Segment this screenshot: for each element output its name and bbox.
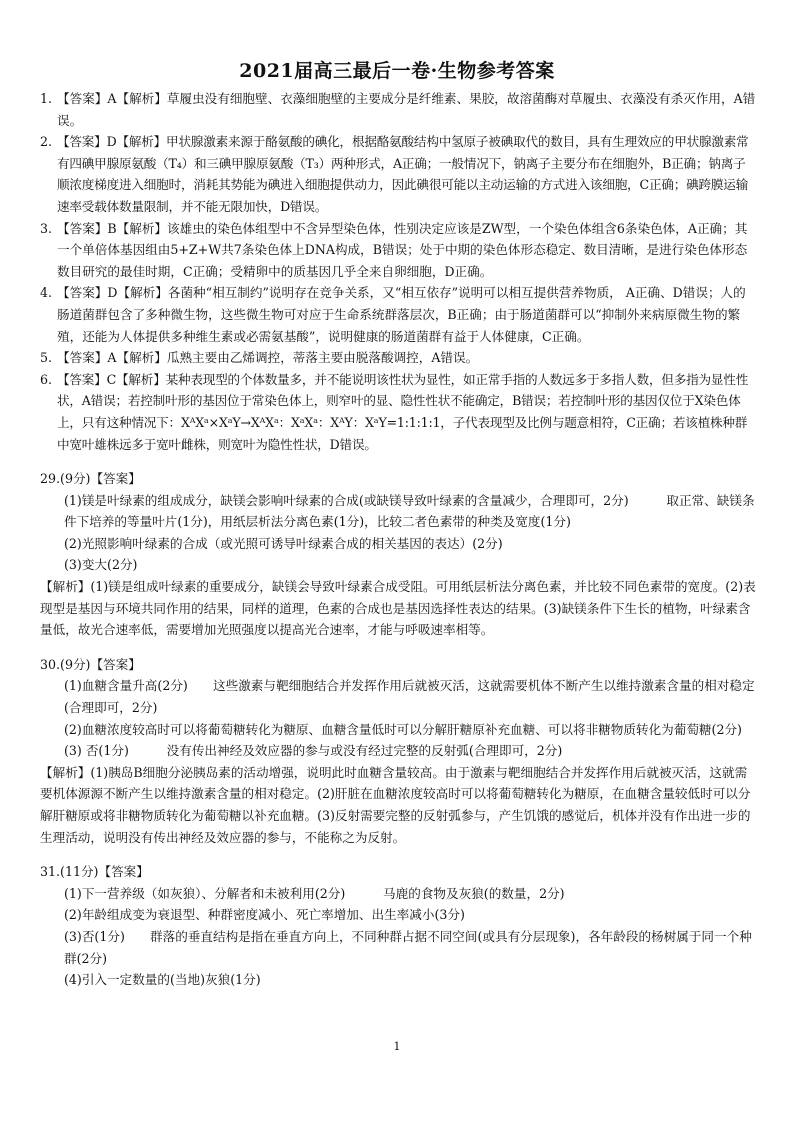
choice-answer-5 [40, 347, 756, 369]
choice-text: 【答案】B【解析】该雄虫的染色体组型中不含异型染色体，性别决定应该是ZW型，一个染色体组含6条染色体，A正确；其一个单倍体基因组由5+Z+W共7条染色体上DNA构成，B错误；处于中期的染色体形态稳定、数目清晰，是进行染色体形态数目研究的最佳时期，C正确；受精卵中的质基因几乎全来自卵细胞，D正确。 [57, 220, 748, 279]
question-29 [40, 468, 756, 641]
choice-number: 6. [40, 371, 53, 387]
question-30 [40, 654, 756, 848]
answer-line: (1)下一营养级（如灰狼）、分解者和未被利用(2分) 马鹿的食物及灰狼(的数量，2分) [64, 885, 565, 901]
answer-line: (3)否(1分) 群落的垂直结构是指在垂直方向上，不同种群占据不同空间(或具有分层现象)，各年龄段的杨树属于同一个种群(2分) [64, 928, 752, 966]
choice-number: 2. [40, 134, 53, 150]
choice-answer-4 [40, 282, 756, 347]
spacer [40, 848, 756, 861]
choice-number: 4. [40, 285, 53, 301]
question-heading: 29.(9分)【答案】 [40, 471, 141, 487]
answer-line: (2)年龄组成变为衰退型、种群密度减小、死亡率增加、出生率减小(3分) [64, 907, 465, 923]
answer-content [40, 88, 756, 991]
analysis-text: 【解析】(1)镁是组成叶绿素的重要成分，缺镁会导致叶绿素合成受阻。可用纸层析法分离色素，并比较不同色素带的宽度。(2)表现型是基因与环境共同作用的结果，同样的道理，色素的合成也是基因选择性表达的结果。(3)缺镁条件下生长的植物，叶绿素含量低，故光合速率低，需要增加光照强度以提高光合速率，才能与呼吸速率相等。 [40, 579, 756, 638]
choice-text: 【答案】D【解析】各菌种“相互制约”说明存在竞争关系，又“相互依存”说明可以相互提供营养物质， A正确、D错误；人的肠道菌群包含了多种微生物，这些微生物可对应于生命系统群落层次，B正确；由于肠道菌群可以“抑制外来病原微生物的繁殖，还能为人体提供多种维生素或必需氨基酸”，说明健康的肠道菌群有益于人体健康，C正确。 [57, 285, 746, 344]
choice-text: 【答案】A【解析】草履虫没有细胞壁、衣藻细胞壁的主要成分是纤维素、果胶，故溶菌酶对草履虫、衣藻没有杀灭作用，A错误。 [57, 91, 756, 128]
answer-line: (1)血糖含量升高(2分) 这些激素与靶细胞结合并发挥作用后就被灭活，这就需要机体不断产生以维持激素含量的相对稳定(合理即可，2分) [64, 678, 755, 716]
question-heading: 30.(9分)【答案】 [40, 656, 141, 672]
answer-line: (3) 否(1分) 没有传出神经及效应器的参与或没有经过完整的反射弧(合理即可，2分) [64, 743, 563, 759]
choice-text: 【答案】C【解析】某种表现型的个体数量多，并不能说明该性状为显性，如正常手指的人数远多于多指人数，但多指为显性性状，A错误；若控制叶形的基因位于常染色体上，则窄叶的显、隐性性状不能确定，B错误；若控制叶形的基因仅位于X染色体上，只有这种情况下：XᴬXᵃ×XᵃY→XᴬXᵃ：XᵃXᵃ：XᴬY：XᵃY=1:1:1:1，子代表现型及比例与题意相符，C正确；若该植株种群中宽叶雄株远多于宽叶雌株，则宽叶为隐性性状，D错误。 [57, 371, 749, 452]
answer-line: (2)光照影响叶绿素的合成（或光照可诱导叶绿素合成的相关基因的表达）(2分) [64, 535, 503, 551]
choice-text: 【答案】D【解析】甲状腺激素来源于酪氨酸的碘化，根据酪氨酸结构中氢原子被碘取代的数目，具有生理效应的甲状腺激素常有四碘甲腺原氨酸（T₄）和三碘甲腺原氨酸（T₃）两种形式，A正确；一般情况下，钠离子主要分布在细胞外，B正确；钠离子顺浓度梯度进入细胞时，消耗其势能为碘进入细胞提供动力，因此碘很可能以主动运输的方式进入该细胞，C正确；碘跨膜运输速率受载体数量限制，并不能无限加快，D错误。 [57, 134, 749, 214]
choice-answer-3 [40, 218, 756, 283]
spacer [40, 641, 756, 654]
choice-text: 【答案】A【解析】瓜熟主要由乙烯调控，蒂落主要由脱落酸调控，A错误。 [57, 350, 479, 366]
page-number: 1 [393, 1040, 401, 1053]
answer-line: (3)变大(2分) [64, 557, 138, 573]
spacer [40, 455, 756, 468]
choice-answer-6 [40, 369, 756, 455]
analysis-text: 【解析】(1)胰岛B细胞分泌胰岛素的活动增强，说明此时血糖含量较高。由于激素与靶细胞结合并发挥作用后就被灭活，这就需要机体源源不断产生以维持激素含量的相对稳定。(2)肝脏在血糖浓度较高时可以将葡萄糖转化为糖原，在血糖含量较低时可以分解肝糖原或将非糖物质转化为葡萄糖以补充血糖。(3)反射需要完整的反射弧参与，产生饥饿的感觉后，机体并没有作出进一步的生理活动，说明没有传出神经及效应器的参与，不能称之为反射。 [40, 764, 751, 845]
choice-answer-2 [40, 131, 756, 217]
choice-number: 5. [40, 350, 53, 366]
choice-number: 3. [40, 220, 53, 236]
answer-line: (2)血糖浓度较高时可以将葡萄糖转化为糖原、血糖含量低时可以分解肝糖原补充血糖、可以将非糖物质转化为葡萄糖(2分) [64, 721, 742, 737]
answer-line: (4)引入一定数量的(当地)灰狼(1分) [64, 972, 261, 988]
choice-number: 1. [40, 91, 53, 106]
question-heading: 31.(11分)【答案】 [40, 864, 149, 880]
page-title: 2021届高三最后一卷·生物参考答案 [239, 60, 555, 82]
choice-answer-1 [40, 88, 756, 131]
question-31 [40, 861, 756, 991]
answer-line: (1)镁是叶绿素的组成成分，缺镁会影响叶绿素的合成(或缺镁导致叶绿素的含量减少，合理即可，2分) 取正常、缺镁条件下培养的等量叶片(1分)，用纸层析法分离色素(1分)，比较二者色素带的种类及宽度(1分) [64, 492, 755, 530]
